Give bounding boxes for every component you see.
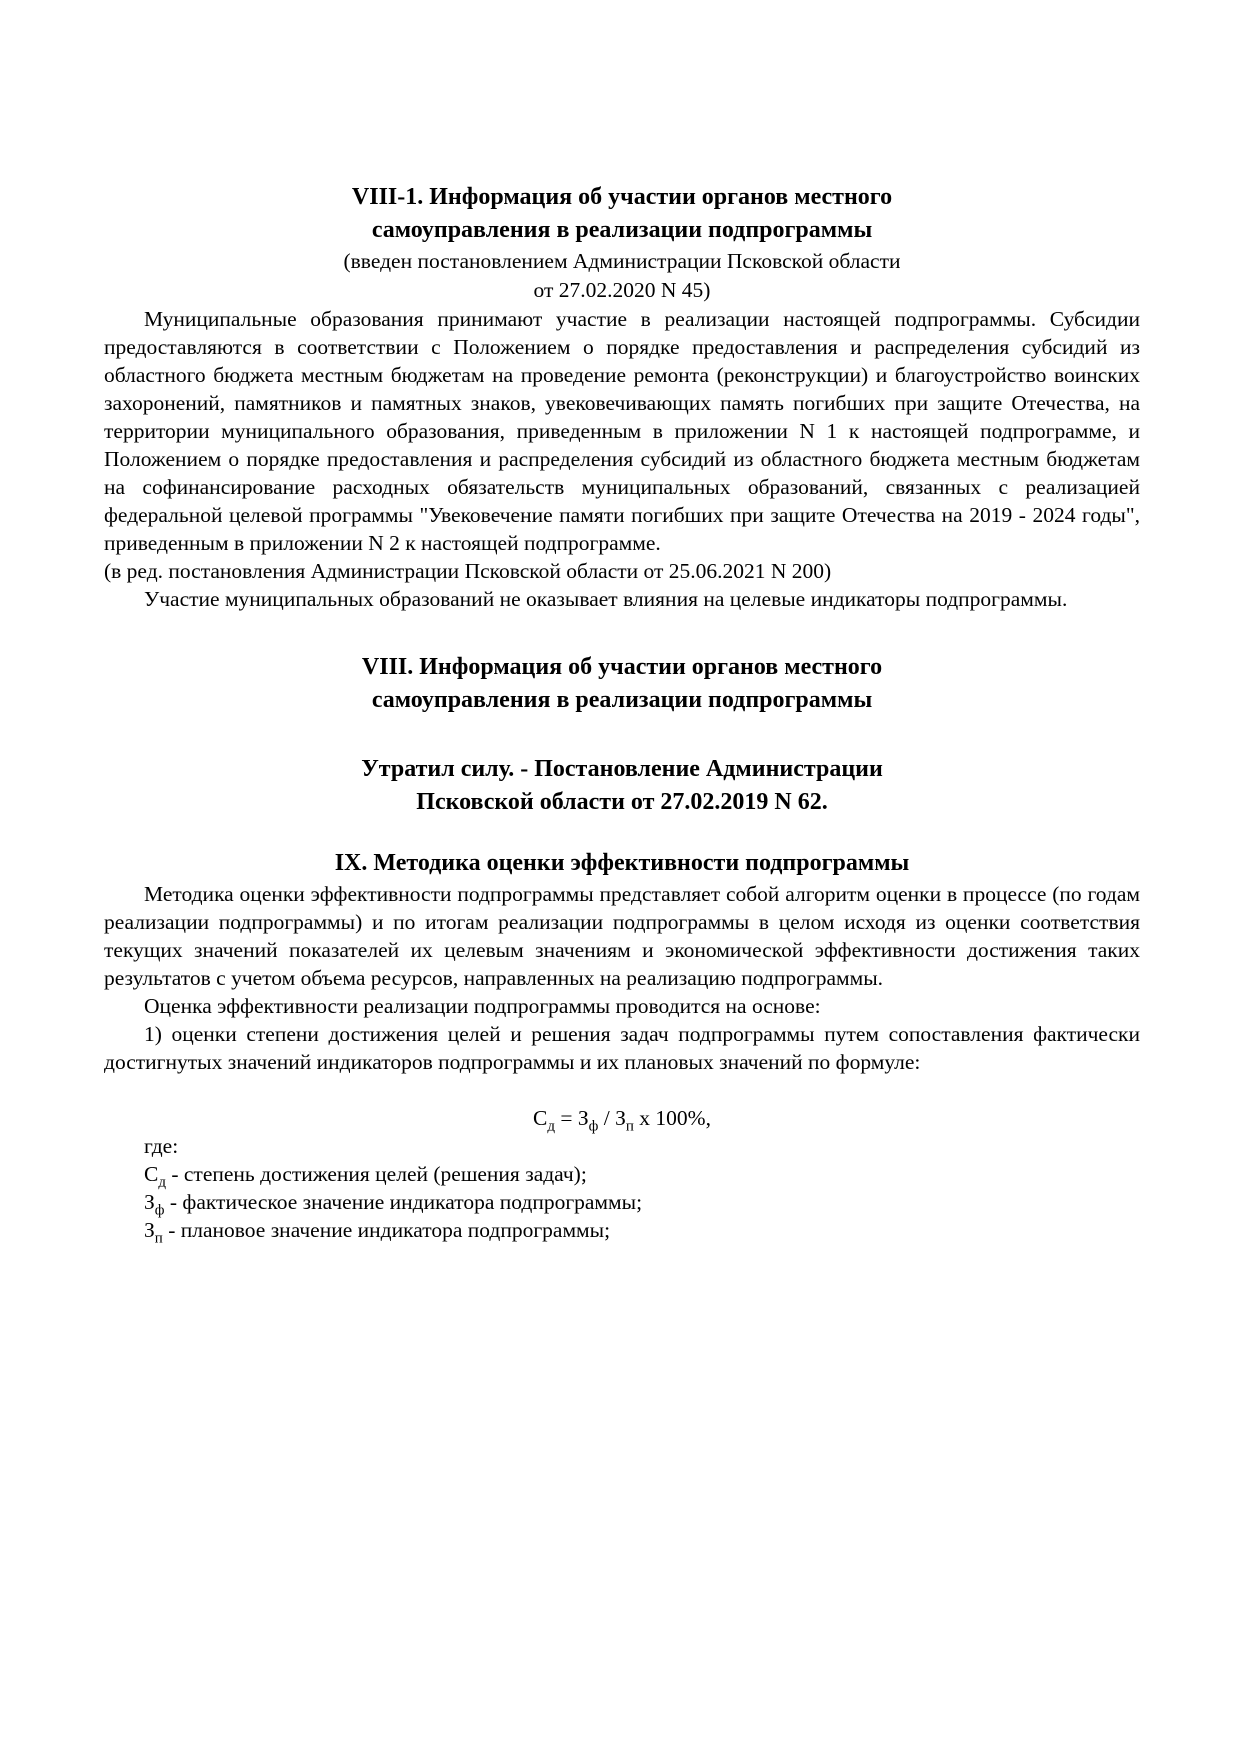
paragraph-assessment-basis: Оценка эффективности реализации подпрограммы проводится на основе: xyxy=(144,994,821,1018)
formula-op2: / З xyxy=(598,1106,626,1130)
section-viii1-subtitle-line2: от 27.02.2020 N 45) xyxy=(533,278,711,302)
repealed-note-line2: Псковской области от 27.02.2019 N 62. xyxy=(416,789,828,815)
definition-cd-term: С xyxy=(144,1162,159,1186)
paragraph-edit-note: (в ред. постановления Администрации Псковской области от 25.06.2021 N 200) xyxy=(104,559,832,583)
section-ix-title: IX. Методика оценки эффективности подпрограммы xyxy=(334,850,910,876)
paragraph-no-influence: Участие муниципальных образований не оказывает влияния на целевые индикаторы подпрограммы. xyxy=(144,587,1068,611)
paragraph-methodology: Методика оценки эффективности подпрограммы представляет собой алгоритм оценки в процессе (по годам реализации подпрограммы) и по итогам реализации подпрограммы в целом исходя из оценки соответствия текущих значений показателей их целевым значениям и экономической эффективности достижения таких результатов с учетом объема ресурсов, направленных на реализацию подпрограммы. xyxy=(104,882,1140,990)
paragraph-item1: 1) оценки степени достижения целей и решения задач подпрограммы путем сопоставления фактически достигнутых значений индикаторов подпрограммы и их плановых значений по формуле: xyxy=(104,1022,1140,1074)
section-viii1-title-line2: самоуправления в реализации подпрограммы xyxy=(371,217,873,243)
formula-tail: x 100%, xyxy=(633,1106,711,1130)
formula-var-c: С xyxy=(533,1106,548,1130)
definition-zp-text: - плановое значение индикатора подпрограммы; xyxy=(162,1218,611,1242)
definition-cd-text: - степень достижения целей (решения задач); xyxy=(165,1162,587,1186)
repealed-note-line1: Утратил силу. - Постановление Администрации xyxy=(361,756,883,782)
definition-zp-sub: п xyxy=(154,1230,163,1247)
formula-op1: = З xyxy=(555,1106,589,1130)
definition-zf-text: - фактическое значение индикатора подпрограммы; xyxy=(164,1190,643,1214)
definition-cd-sub: д xyxy=(158,1174,166,1191)
document-content xyxy=(104,181,1140,1247)
section-viii-title-line1: VIII. Информация об участии органов местного xyxy=(361,654,883,680)
definition-cd xyxy=(104,1160,1140,1191)
definition-zp-term: З xyxy=(144,1218,155,1242)
formula-sub-f: ф xyxy=(588,1118,599,1135)
section-viii1-heading xyxy=(104,181,1140,305)
formula-sub-d: д xyxy=(547,1118,555,1135)
formula-degree-of-achievement xyxy=(104,1104,1140,1135)
definition-zf xyxy=(104,1188,1140,1219)
paragraph-municipal-participation: Муниципальные образования принимают участие в реализации настоящей подпрограммы. Субсидии предоставляются в соответствии с Положением о порядке предоставления и распределения субсидий из областного бюджета местным бюджетам на проведение ремонта (реконструкции) и благоустройство воинских захоронений, памятников и памятных знаков, увековечивающих память погибших при защите Отечества, на территории муниципального образования, приведенным в приложении N 1 к настоящей подпрограмме, и Положением о порядке предоставления и распределения субсидий из областного бюджета местным бюджетам на софинансирование расходных обязательств муниципальных образований, связанных с реализацией федеральной целевой программы "Увековечение памяти погибших при защите Отечества на 2019 - 2024 годы", приведенным в приложении N 2 к настоящей подпрограмме. xyxy=(104,307,1140,555)
section-viii-repealed-note xyxy=(104,753,1140,819)
formula-sub-p: п xyxy=(625,1118,634,1135)
where-label: где: xyxy=(144,1134,179,1158)
section-viii-heading xyxy=(104,651,1140,717)
section-viii1-title-line1: VIII-1. Информация об участии органов местного xyxy=(351,184,893,210)
section-viii1-subtitle-line1: (введен постановлением Администрации Псковской области xyxy=(343,249,901,273)
definition-zf-term: З xyxy=(144,1190,155,1214)
section-viii-title-line2: самоуправления в реализации подпрограммы xyxy=(371,687,873,713)
definition-zf-sub: ф xyxy=(154,1202,165,1219)
definition-zp xyxy=(104,1216,1140,1247)
